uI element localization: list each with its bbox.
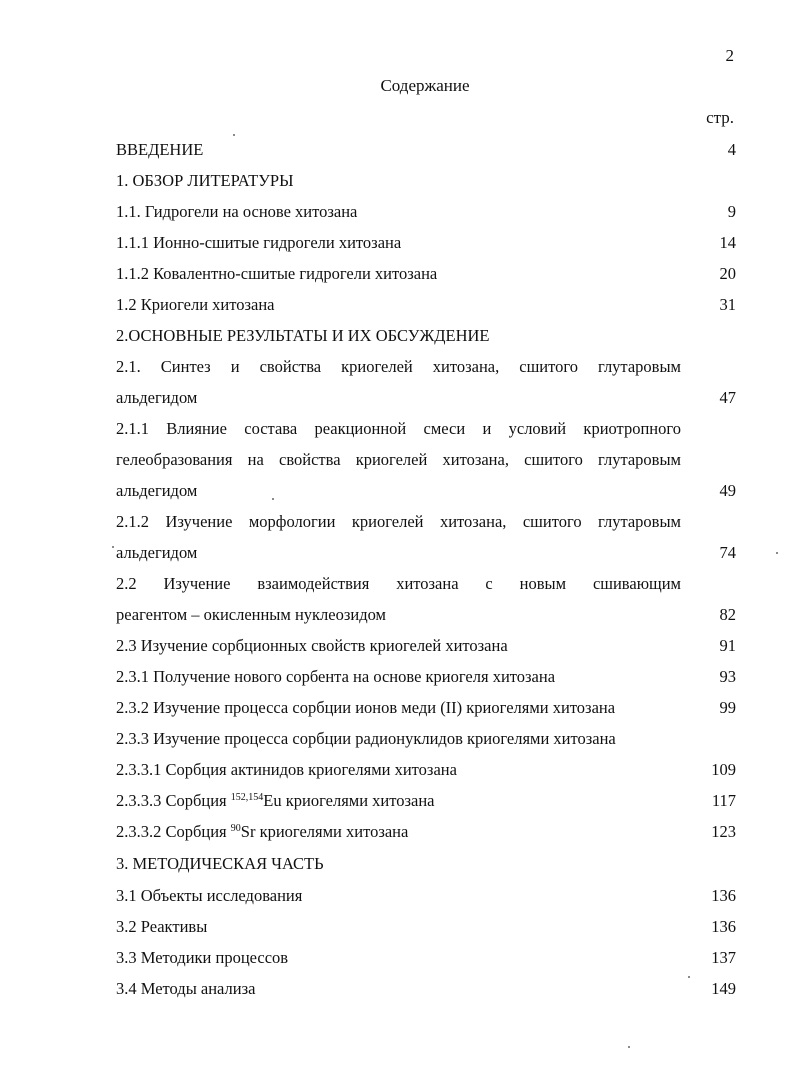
toc-entry-page: 9 [727,202,736,221]
toc-entry-title-line: реагентом – окисленным нуклеозидом [116,605,386,624]
toc-entry-title: 1.1.2 Ковалентно-сшитые гидрогели хитозана [116,264,438,283]
scan-speck [233,134,235,136]
toc-entry-page: 49 [719,481,736,500]
page-number: 2 [725,46,734,65]
pages-column-header: стр. [706,108,734,127]
scan-speck [272,498,274,500]
toc-entry-title: 2.3 Изучение сорбционных свойств криогелей хитозана [116,636,508,655]
toc-entry-title-line: гелеобразования на свойства криогелей хитозана, сшитого глутаровым [116,450,681,469]
toc-entry-title: 2.3.3 Изучение процесса сорбции радионуклидов криогелями хитозана [116,729,616,748]
toc-entry-page: 99 [719,698,736,717]
scan-speck [112,546,114,548]
toc-entry-title: 1. ОБЗОР ЛИТЕРАТУРЫ [116,171,294,190]
isotope-mass-number: 152,154 [230,792,264,803]
toc-entry-title: 2.3.1 Получение нового сорбента на основе криогеля хитозана [116,667,556,686]
toc-entry-title: 2.ОСНОВНЫЕ РЕЗУЛЬТАТЫ И ИХ ОБСУЖДЕНИЕ [116,326,490,345]
toc-entry-page: 93 [719,667,736,686]
toc-entry-title: 2.3.2 Изучение процесса сорбции ионов меди (II) криогелями хитозана [116,698,616,717]
scan-speck [776,552,778,554]
toc-entry-title: 1.1.1 Ионно-сшитые гидрогели хитозана [116,233,402,252]
toc-entry-title [116,785,435,816]
toc-entry-title-suffix: Eu криогелями хитозана [263,791,435,810]
toc-entry-title-line: альдегидом [116,388,198,407]
toc-entry-title-suffix: Sr криогелями хитозана [240,822,409,841]
toc-entry-title [116,816,408,847]
toc-entry-title-prefix: 2.3.3.2 Сорбция [116,822,231,841]
scan-speck [628,1046,630,1048]
toc-entry-page: 82 [719,605,736,624]
toc-entry-page: 137 [711,948,736,967]
toc-entry-page: 20 [719,264,736,283]
toc-entry-title: 3.3 Методики процессов [116,948,289,967]
toc-entry-page: 136 [711,917,736,936]
toc-entry-page: 91 [719,636,736,655]
toc-entry-title: 3.4 Методы анализа [116,979,256,998]
toc-entry-page: 4 [727,140,736,159]
toc-entry-title: 1.1. Гидрогели на основе хитозана [116,202,358,221]
toc-entry-title-line: 2.2 Изучение взаимодействия хитозана с новым сшивающим [116,574,681,593]
toc-entry-title: 3. МЕТОДИЧЕСКАЯ ЧАСТЬ [116,854,324,873]
toc-entry-title: 2.3.3.1 Сорбция актинидов криогелями хитозана [116,760,457,779]
toc-entry-page: 123 [711,822,736,841]
toc-entry-page: 74 [719,543,736,562]
toc-entry-page: 149 [711,979,736,998]
toc-entry-title-line: альдегидом [116,543,198,562]
toc-entry-title-line: 2.1.2 Изучение морфологии криогелей хитозана, сшитого глутаровым [116,512,681,531]
toc-entry-title-line: альдегидом [116,481,198,500]
page-title: Содержание [380,76,470,95]
toc-entry-page: 47 [719,388,736,407]
toc-entry-title: 3.1 Объекты исследования [116,886,303,905]
scan-speck [688,976,690,978]
toc-entry-page: 117 [711,791,736,810]
toc-entry-page: 31 [719,295,736,314]
toc-entry-title-line: 2.1.1 Влияние состава реакционной смеси и условий криотропного [116,419,681,438]
toc-entry-page: 109 [711,760,736,779]
toc-entry-title-line: 2.1. Синтез и свойства криогелей хитозана, сшитого глутаровым [116,357,681,376]
toc-entry-page: 14 [719,233,736,252]
toc-entry-title-prefix: 2.3.3.3 Сорбция [116,791,231,810]
toc-entry-title: 1.2 Криогели хитозана [116,295,275,314]
toc-entry-title: 3.2 Реактивы [116,917,208,936]
toc-entry-page: 136 [711,886,736,905]
toc-entry-title: ВВЕДЕНИЕ [116,140,204,159]
isotope-mass-number: 90 [230,823,241,834]
